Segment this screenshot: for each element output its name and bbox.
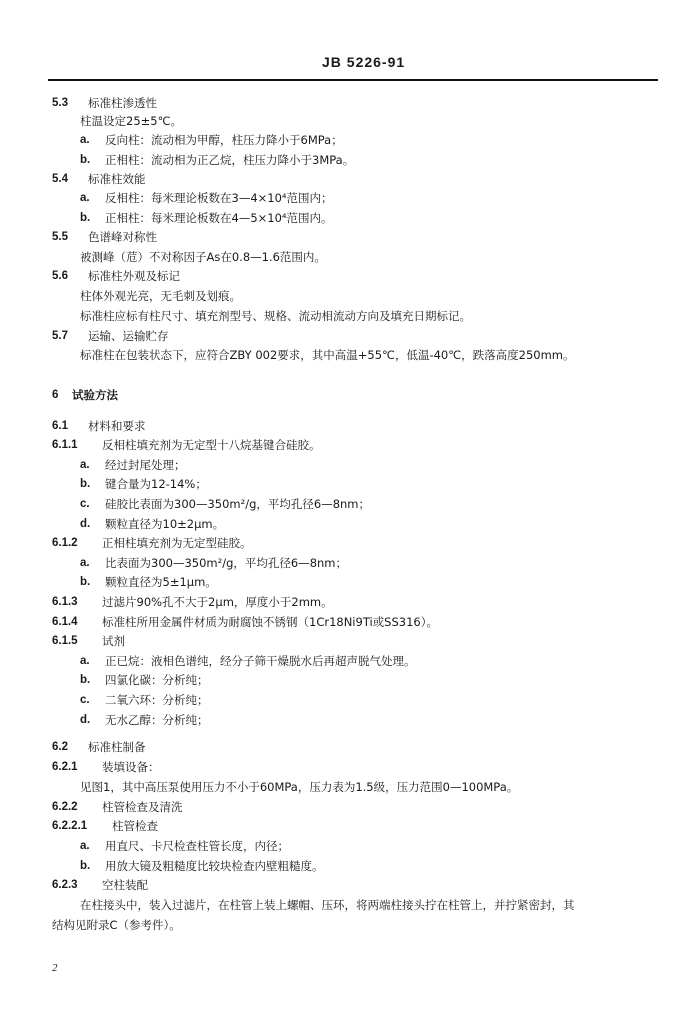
clause-title: 标准柱外观及标记 [88, 269, 180, 283]
clause-number: a. [80, 655, 90, 667]
clause-number: 6.2 [52, 741, 68, 753]
clause-number: b. [80, 860, 91, 872]
clause-title: 标准柱效能 [88, 172, 146, 186]
clause-text: 在柱接头中，装入过滤片，在柱管上装上螺帽、压环，将两端柱接头拧在柱管上，并拧紧密封，其 [80, 898, 575, 912]
clause-number: a. [80, 840, 90, 852]
clause-text: 正相柱：流动相为正乙烷，柱压力降小于3MPa。 [105, 153, 355, 167]
clause-text: 反相柱：每米理论板数在3—4×10⁴范围内； [105, 191, 333, 205]
clause-text: 正相柱：每米理论板数在4—5×10⁴范围内。 [105, 211, 333, 225]
clause-number: 6.1.1 [52, 439, 78, 451]
clause-title: 运输、运输贮存 [88, 329, 169, 343]
clause-title: 标准柱所用金属件材质为耐腐蚀不锈钢（1Cr18Ni9Ti或SS316）。 [102, 615, 438, 629]
clause-title: 色谱峰对称性 [88, 230, 157, 244]
clause-number: a. [80, 192, 90, 204]
clause-title: 标准柱制备 [88, 740, 146, 754]
clause-text: 无水乙醇：分析纯； [105, 713, 209, 727]
clause-title: 正相柱填充剂为无定型硅胶。 [102, 536, 252, 550]
clause-title: 材料和要求 [88, 419, 146, 433]
clause-number: d. [80, 714, 91, 726]
clause-number: c. [80, 694, 90, 706]
chapter-heading: 试验方法 [72, 388, 118, 402]
clause-text: 二氧六环：分析纯； [105, 693, 209, 707]
clause-number: b. [80, 674, 91, 686]
clause-text: 硅胶比表面为300—350m²/g，平均孔径6—8nm； [105, 497, 371, 511]
clause-text: 结构见附录C（参考件）。 [52, 918, 181, 932]
clause-number: 6.2.2 [52, 801, 78, 813]
clause-title: 柱管检查 [112, 819, 158, 833]
clause-number: 6 [52, 389, 59, 401]
clause-title: 反相柱填充剂为无定型十八烷基键合硅胶。 [102, 438, 321, 452]
clause-number: 6.1.2 [52, 537, 78, 549]
clause-number: 6.1.4 [52, 616, 78, 628]
clause-text: 柱温设定25±5℃。 [80, 114, 183, 128]
clause-text: 标准柱应标有柱尺寸、填充剂型号、规格、流动相流动方向及填充日期标记。 [80, 309, 471, 323]
clause-text: 标准柱在包装状态下，应符合ZBY 002要求，其中高温+55℃，低温-40℃，跌落高度250mm。 [80, 348, 575, 362]
clause-title: 标准柱渗透性 [88, 96, 157, 110]
clause-text: 用直尺、卡尺检查柱管长度，内径； [105, 839, 289, 853]
clause-text: 反向柱：流动相为甲醇，柱压力降小于6MPa； [105, 133, 343, 147]
clause-number: b. [80, 154, 91, 166]
clause-text: 正已烷：液相色谱纯，经分子筛干燥脱水后再超声脱气处理。 [105, 654, 416, 668]
clause-title: 试剂 [102, 634, 125, 648]
clause-text: 比表面为300—350m²/g，平均孔径6—8nm； [105, 556, 348, 570]
clause-title: 空柱装配 [102, 878, 148, 892]
clause-number: 6.2.1 [52, 761, 78, 773]
clause-number: 6.1 [52, 420, 68, 432]
clause-number: 6.1.3 [52, 596, 78, 608]
clause-text: 用放大镜及粗糙度比较块检查内壁粗糙度。 [105, 859, 324, 873]
standard-code-header: JB 5226-91 [322, 54, 406, 70]
page-number: 2 [52, 962, 58, 974]
clause-number: b. [80, 576, 91, 588]
clause-text: 被测峰（苊）不对称因子As在0.8—1.6范围内。 [80, 250, 326, 264]
clause-number: a. [80, 557, 90, 569]
clause-number: a. [80, 134, 90, 146]
clause-title: 过滤片90%孔不大于2μm，厚度小于2mm。 [102, 595, 333, 609]
clause-number: d. [80, 518, 91, 530]
clause-title: 装填设备： [102, 760, 160, 774]
clause-number: b. [80, 478, 91, 490]
clause-number: 6.1.5 [52, 635, 78, 647]
clause-number: 5.5 [52, 231, 68, 243]
clause-text: 颗粒直径为5±1μm。 [105, 575, 217, 589]
clause-text: 经过封尾处理； [105, 458, 186, 472]
clause-number: c. [80, 498, 90, 510]
clause-number: a. [80, 459, 90, 471]
clause-number: 5.4 [52, 173, 68, 185]
clause-number: 5.3 [52, 97, 68, 109]
clause-number: 6.2.3 [52, 879, 78, 891]
header-rule [48, 79, 658, 81]
clause-number: 5.6 [52, 270, 68, 282]
clause-text: 颗粒直径为10±2μm。 [105, 517, 225, 531]
clause-title: 柱管检查及清洗 [102, 800, 183, 814]
clause-number: 5.7 [52, 330, 68, 342]
clause-text: 柱体外观光亮，无毛刺及划痕。 [80, 289, 241, 303]
clause-text: 键合量为12-14%； [105, 477, 207, 491]
clause-text: 见图1，其中高压泵使用压力不小于60MPa，压力表为1.5级，压力范围0—100MPa。 [80, 780, 519, 794]
clause-number: 6.2.2.1 [52, 820, 88, 832]
clause-text: 四氯化碳：分析纯； [105, 673, 209, 687]
clause-number: b. [80, 212, 91, 224]
